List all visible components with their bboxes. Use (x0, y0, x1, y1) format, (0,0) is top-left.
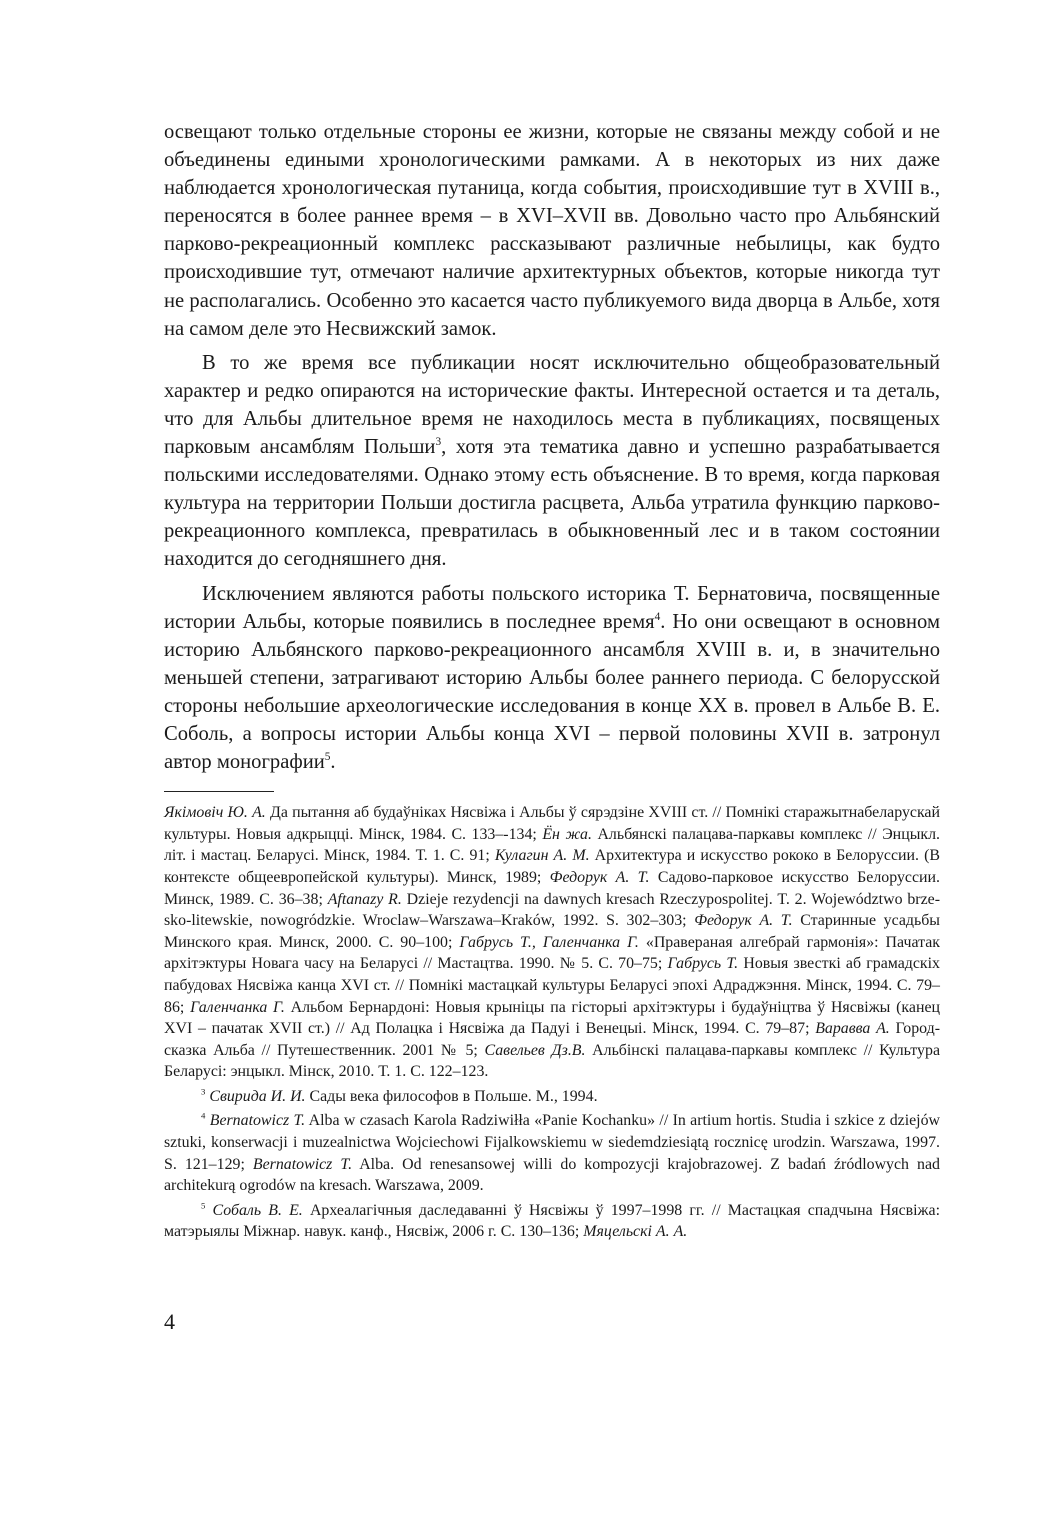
paragraph-2-text-a: В то же время все публикации носят исключительно общеобразовательный характер и редко опираются на исторические факты. Интересной остается и та деталь, что для Альбы длительное время не находилось места в публикациях, посвященых парковым ансамблям Польши (164, 351, 940, 459)
footnote-2 (164, 802, 940, 1083)
footnote-5 (164, 1200, 940, 1243)
author-name: Габрусь Т., Галенчанка Г. (459, 933, 639, 951)
paragraph-3 (164, 580, 940, 777)
page-number: 4 (164, 1309, 175, 1334)
author-name: Мяцельскі А. А. (583, 1223, 688, 1241)
footnote-divider (164, 791, 274, 792)
paragraph-1-text: освещают только отдельные стороны ее жизни, которые не связаны между собой и не объединены едиными хронологическими рамками. А в некоторых из них даже наблюдается хронологическая путаница, когда события, происходившие тут в XVIII в., переносятся в более раннее время – в XVI–XVII вв. Довольно часто про Альбянский парково-рекреационный комплекс рассказывают различные небылицы, как будто происходившие тут, отмечают наличие архитектурных объектов, которые никогда тут не располагались. Особенно это касается часто публикуемого вида дворца в Альбе, хотя на самом деле это Несвижский замок. (164, 121, 940, 340)
footnote-2-text: Якімовіч Ю. А. Да пытання аб будаўніках Нясвіжа і Альбы ў сярэдзіне XVIII ст. // Помнікі старажытнабеларускай культуры. Новыя адкрыцці. Мінск, 1984. С. 133–-134; Ён жа. Альбянскі палацава-паркавы комплекс // Энцыкл. літ. і мастац. Беларусі. Мінск, 1984. Т. 1. С. 91; Кулагин А. М. Архитектура и искусство рококо в Белоруссии. (В контексте общеевропейской культуры). Минск, 1989; Федорук А. Т. Садово-парковое искусство Белоруссии. Минск, 1989. С. 36–38; Aftanazy R. Dzieje rezydencji na dawnych kresach Rzeczypospolitej. T. 2. Województwo brzesko-litewskie, nowogródzkie. Wroclaw–Warszawa–Kraków, 1992. S. 302–303; Федорук А. Т. Старинные усадьбы Минского края. Минск, 2000. С. 90–100; Габрусь Т., Галенчанка Г. «Правераная алгебрай гармонія»: Пачатак архітэктуры Новага часу на Беларусі // Мастацтва. 1990. № 5. С. 70–75; Габрусь Т. Новыя звесткі аб грамадскіх пабудовах Нясвіжа канца XVI ст. // Помнікі мастацкай культуры Беларусі эпохі Адраджэння. Мінск, 1994. С. 79–86; Галенчанка Г. Альбом Бернардоні: Новыя крыніцы па гісторыі архітэктуры і будаўніцтва ў Нясвіжы (канец XVI – пачатак XVII ст.) // Ад Полацка і Нясвіжа да Падуі і Венецыі. Мінск, 1994. С. 79–87; Варавва А. Город-сказка Альба // Путешественник. 2001 № 5; Савельев Дз.В. Альбінскі палацава-паркавы комплекс // Культура Беларусі: энцыкл. Мінск, 2010. Т. 1. С. 122–123. (164, 804, 941, 1081)
author-name: Aftanazy R. (327, 890, 402, 908)
page-content (164, 118, 940, 1243)
footnote-ref-5[interactable]: 5 (324, 751, 331, 764)
author-name: Ён жа. (542, 825, 592, 843)
author-name: Федорук А. Т. (694, 912, 793, 930)
footnote-3-text: Свирида И. И. Сады века философов в Польше. М., 1994. (209, 1087, 598, 1105)
paragraph-3-text-b: . Но они освещают в основном историю Альбянского парково-рекреационного ансамбля XVIII в. и, в значительно меньшей степени, затрагивают историю Альбы более раннего периода. С белорусской стороны небольшие археологические исследования в конце XX в. провел в Альбе В. Е. Соболь, а вопросы истории Альбы конца XVI – первой половины XVII в. затронул автор монографии (164, 610, 940, 774)
footnote-ref-4[interactable]: 4 (654, 610, 661, 623)
author-name: Bernatowicz T. (209, 1112, 306, 1130)
footnote-5-number: 5 (201, 1200, 206, 1211)
footnote-4-number: 4 (201, 1111, 206, 1122)
author-name: Габрусь Т. (667, 955, 739, 973)
author-name: Галенчанка Г. (190, 998, 285, 1016)
author-name: Bernatowicz T. (252, 1155, 353, 1173)
author-name: Савельев Дз.В. (484, 1041, 586, 1059)
author-name: Кулагин А. М. (494, 847, 590, 865)
footnotes (164, 802, 940, 1243)
footnote-ref-3[interactable]: 3 (435, 436, 442, 449)
footnote-3-number: 3 (201, 1086, 206, 1097)
paragraph-1 (164, 118, 940, 343)
paragraph-2 (164, 349, 940, 574)
author-name: Собаль В. Е. (212, 1201, 303, 1219)
paragraph-3-text-a: Исключением являются работы польского историка Т. Бернатовича, посвященные истории Альбы, которые появились в последнее время (164, 582, 940, 633)
paragraph-2-text-b: , хотя эта тематика давно и успешно разрабатывается польскими исследователями. Однако этому есть объяснение. В то время, когда парковая культура на территории Польши достигла расцвета, Альба утратила функцию парково-рекреационного комплекса, превратилась в обыкновенный лес и в таком состоянии находится до сегодняшнего дня. (164, 436, 940, 571)
footnote-4-text: Bernatowicz T. Alba w czasach Karola Radziwiłła «Panie Kochanku» // In artium hortis. Studia i szkice z dziejów sztuki, konserwacji i muzealnictwa Wojciechowi Fijalkowskiemu w siedemdziesiątą rocznicę urodzin. Warszawa, 1997. S. 121–129; Bernatowicz T. Alba. Od renesansowej willi do kompozycji krajobrazowej. Z badań źródlowych nad architekurą ogrodów na kresach. Warszawa, 2009. (164, 1112, 940, 1195)
author-name: Федорук А. Т. (549, 868, 650, 886)
footnote-5-text: Собаль В. Е. Археалагічныя даследаванні ў Нясвіжы ў 1997–1998 гг. // Мастацкая спадчына Нясвіжа: матэрыялы Міжнар. навук. канф., Нясвіж, 2006 г. С. 130–136; Мяцельскі А. А. (164, 1201, 940, 1241)
footnote-3 (164, 1086, 940, 1108)
paragraph-3-text-c: . (330, 751, 336, 774)
author-name: Варавва А. (815, 1020, 890, 1038)
author-name: Якімовіч Ю. А. (164, 804, 266, 822)
author-name: Свирида И. И. (209, 1087, 306, 1105)
main-text (164, 118, 940, 776)
footnote-4 (164, 1110, 940, 1196)
